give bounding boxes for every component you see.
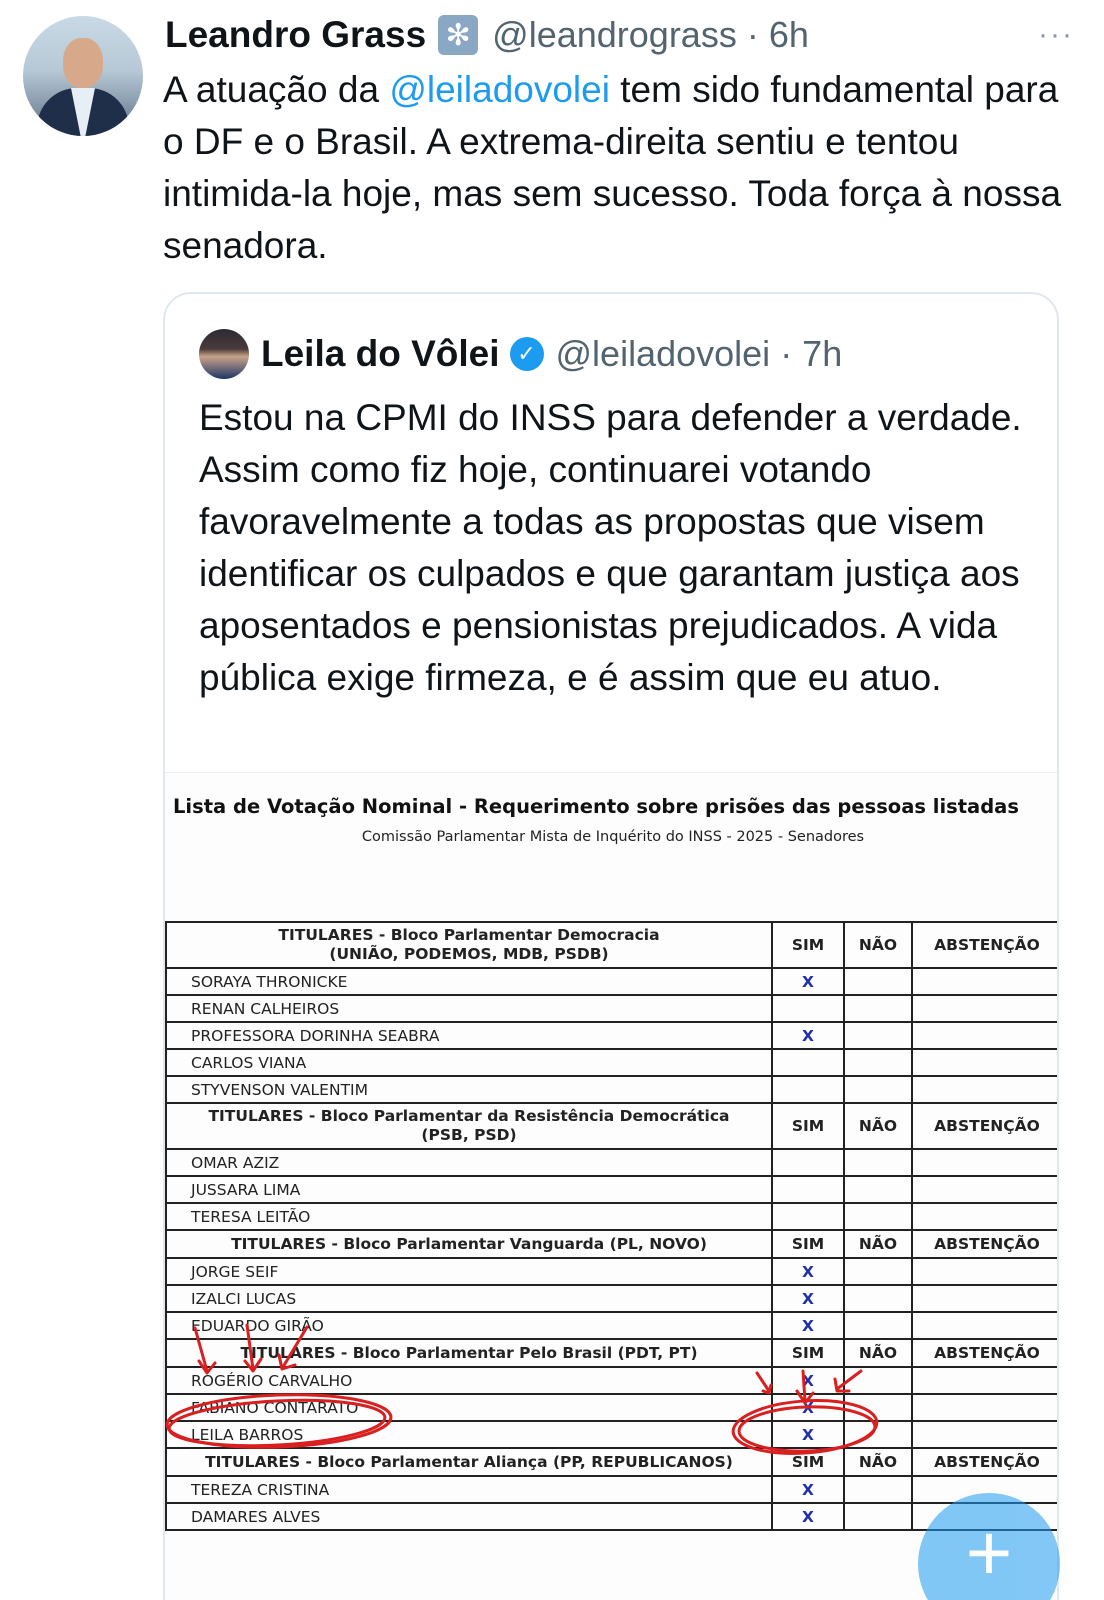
bloc-title-line1: TITULARES - Bloco Parlamentar Vanguarda (PL, NOVO): [231, 1234, 707, 1253]
verified-check-icon: ✓: [510, 337, 544, 371]
sim-vote-cell: [772, 1285, 844, 1312]
bloc-title-line2: (UNIÃO, PODEMOS, MDB, PSDB): [329, 945, 609, 963]
bloc-title-line1: TITULARES - Bloco Parlamentar da Resistência Democrática: [208, 1107, 730, 1125]
column-nao-header: NÃO: [844, 1339, 912, 1367]
sim-vote-cell: [772, 1049, 844, 1076]
bloc-title-line2: (PSB, PSD): [421, 1126, 517, 1144]
column-sim-header: SIM: [772, 1230, 844, 1258]
quoted-handle-text[interactable]: @leiladovolei: [555, 333, 771, 374]
bloc-title: [166, 1103, 772, 1149]
bloc-title: [166, 1230, 772, 1258]
nao-vote-cell: [844, 1258, 912, 1285]
abstencao-vote-cell: [912, 1176, 1059, 1203]
senator-name: PROFESSORA DORINHA SEABRA: [166, 1022, 772, 1049]
vote-table-body: [166, 922, 1059, 1530]
tweet-text-before: A atuação da: [163, 69, 390, 110]
bloc-title-line1: TITULARES - Bloco Parlamentar Aliança (PP, REPUBLICANOS): [205, 1452, 733, 1471]
senator-name: ROGÉRIO CARVALHO: [166, 1367, 772, 1394]
mention-link[interactable]: @leiladovolei: [389, 69, 610, 110]
column-abstencao-header: ABSTENÇÃO: [912, 922, 1059, 968]
column-sim-header: SIM: [772, 922, 844, 968]
vote-list-image[interactable]: [165, 772, 1059, 1600]
nao-vote-cell: [844, 1285, 912, 1312]
senator-name: RENAN CALHEIROS: [166, 995, 772, 1022]
table-row: [166, 1421, 1059, 1448]
bloc-header-row: [166, 922, 1059, 968]
sim-vote-cell: [772, 1312, 844, 1339]
table-row: [166, 1258, 1059, 1285]
bloc-title: [166, 1339, 772, 1367]
sim-vote-mark: X: [802, 1371, 814, 1390]
senator-name: CARLOS VIANA: [166, 1049, 772, 1076]
senator-name: LEILA BARROS: [166, 1421, 772, 1448]
sim-vote-cell: [772, 1421, 844, 1448]
nao-vote-cell: [844, 1367, 912, 1394]
senator-name: OMAR AZIZ: [166, 1149, 772, 1176]
table-row: [166, 1312, 1059, 1339]
column-nao-header: NÃO: [844, 922, 912, 968]
tweet-text-after: tem sido fundamental para o DF e o Brasil. A extrema-direita sentiu e tentou intimida-la hoje, mas sem sucesso. Toda força à nossa senadora.: [163, 69, 1062, 266]
author-avatar[interactable]: [23, 16, 143, 136]
table-row: [166, 1076, 1059, 1103]
column-sim-header: SIM: [772, 1448, 844, 1476]
nao-vote-cell: [844, 1203, 912, 1230]
sim-vote-mark: X: [802, 1262, 814, 1281]
table-row: [166, 1367, 1059, 1394]
sim-vote-mark: X: [802, 1507, 814, 1526]
abstencao-vote-cell: [912, 1312, 1059, 1339]
abstencao-vote-cell: [912, 1285, 1059, 1312]
column-abstencao-header: ABSTENÇÃO: [912, 1103, 1059, 1149]
sim-vote-mark: X: [802, 1289, 814, 1308]
sim-vote-mark: X: [802, 1026, 814, 1045]
sim-vote-cell: [772, 1149, 844, 1176]
bloc-header-row: [166, 1339, 1059, 1367]
column-nao-header: NÃO: [844, 1448, 912, 1476]
sim-vote-cell: [772, 1258, 844, 1285]
senator-name: JUSSARA LIMA: [166, 1176, 772, 1203]
table-row: [166, 1022, 1059, 1049]
nao-vote-cell: [844, 1076, 912, 1103]
senator-name: IZALCI LUCAS: [166, 1285, 772, 1312]
bloc-title-line1: TITULARES - Bloco Parlamentar Pelo Brasil (PDT, PT): [240, 1343, 698, 1362]
column-abstencao-header: ABSTENÇÃO: [912, 1448, 1059, 1476]
senator-name: EDUARDO GIRÃO: [166, 1312, 772, 1339]
nao-vote-cell: [844, 1312, 912, 1339]
abstencao-vote-cell: [912, 1367, 1059, 1394]
abstencao-vote-cell: [912, 1049, 1059, 1076]
nao-vote-cell: [844, 1476, 912, 1503]
sim-vote-cell: [772, 1176, 844, 1203]
sim-vote-cell: [772, 1367, 844, 1394]
quoted-tweet-card[interactable]: [163, 292, 1059, 1600]
avatar-face: [63, 38, 103, 88]
tweet-time[interactable]: · 6h: [746, 14, 809, 55]
bloc-header-row: [166, 1230, 1059, 1258]
column-abstencao-header: ABSTENÇÃO: [912, 1339, 1059, 1367]
sim-vote-mark: X: [802, 1425, 814, 1444]
abstencao-vote-cell: [912, 1076, 1059, 1103]
column-nao-header: NÃO: [844, 1103, 912, 1149]
table-row: [166, 1149, 1059, 1176]
abstencao-vote-cell: [912, 968, 1059, 995]
abstencao-vote-cell: [912, 1022, 1059, 1049]
sim-vote-cell: [772, 1022, 844, 1049]
senator-name: TERESA LEITÃO: [166, 1203, 772, 1230]
table-row: [166, 1203, 1059, 1230]
nao-vote-cell: [844, 1049, 912, 1076]
bloc-title: [166, 922, 772, 968]
senator-name: DAMARES ALVES: [166, 1503, 772, 1530]
table-row: [166, 1176, 1059, 1203]
abstencao-vote-cell: [912, 1394, 1059, 1421]
author-name[interactable]: Leandro Grass: [165, 14, 427, 55]
abstencao-vote-cell: [912, 1421, 1059, 1448]
abstencao-vote-cell: [912, 1203, 1059, 1230]
senator-name: FABIANO CONTARATO: [166, 1394, 772, 1421]
nao-vote-cell: [844, 995, 912, 1022]
quoted-tweet-time[interactable]: · 7h: [780, 333, 843, 374]
table-row: [166, 968, 1059, 995]
table-row: [166, 1394, 1059, 1421]
nao-vote-cell: [844, 1394, 912, 1421]
nao-vote-cell: [844, 1503, 912, 1530]
sim-vote-cell: [772, 995, 844, 1022]
snowflake-icon: ✻: [438, 15, 478, 55]
sim-vote-cell: [772, 968, 844, 995]
table-row: [166, 1503, 1059, 1530]
table-row: [166, 1285, 1059, 1312]
senator-name: JORGE SEIF: [166, 1258, 772, 1285]
vote-list-subtitle: Comissão Parlamentar Mista de Inquérito do INSS - 2025 - Senadores: [361, 829, 865, 845]
nao-vote-cell: [844, 1022, 912, 1049]
sim-vote-cell: [772, 1394, 844, 1421]
sim-vote-mark: X: [802, 1316, 814, 1335]
nao-vote-cell: [844, 1176, 912, 1203]
bloc-header-row: [166, 1448, 1059, 1476]
sim-vote-mark: X: [802, 1480, 814, 1499]
sim-vote-mark: X: [802, 972, 814, 991]
table-row: [166, 1476, 1059, 1503]
tweet-text: [163, 64, 1073, 272]
sim-vote-cell: [772, 1503, 844, 1530]
sim-vote-cell: [772, 1203, 844, 1230]
column-sim-header: SIM: [772, 1103, 844, 1149]
table-row: [166, 1049, 1059, 1076]
bloc-header-row: [166, 1103, 1059, 1149]
vote-table: [165, 921, 1059, 1531]
nao-vote-cell: [844, 1421, 912, 1448]
tweet-header: [165, 10, 809, 60]
author-handle[interactable]: [492, 14, 809, 56]
bloc-title: [166, 1448, 772, 1476]
abstencao-vote-cell: [912, 1149, 1059, 1176]
sim-vote-cell: [772, 1076, 844, 1103]
senator-name: SORAYA THRONICKE: [166, 968, 772, 995]
table-row: [166, 995, 1059, 1022]
nao-vote-cell: [844, 968, 912, 995]
quoted-author-handle[interactable]: [556, 333, 843, 375]
more-options-icon[interactable]: ···: [1038, 18, 1074, 51]
author-handle-text[interactable]: @leandrograss: [492, 14, 737, 55]
senator-name: STYVENSON VALENTIM: [166, 1076, 772, 1103]
column-nao-header: NÃO: [844, 1230, 912, 1258]
bloc-title-line1: TITULARES - Bloco Parlamentar Democracia: [278, 926, 660, 944]
column-abstencao-header: ABSTENÇÃO: [912, 1230, 1059, 1258]
abstencao-vote-cell: [912, 1258, 1059, 1285]
abstencao-vote-cell: [912, 995, 1059, 1022]
column-sim-header: SIM: [772, 1339, 844, 1367]
quoted-author-name[interactable]: Leila do Vôlei: [261, 333, 500, 374]
sim-vote-cell: [772, 1476, 844, 1503]
compose-button[interactable]: +: [918, 1493, 1060, 1600]
quoted-author-avatar[interactable]: [199, 329, 249, 379]
sim-vote-mark: X: [802, 1398, 814, 1417]
nao-vote-cell: [844, 1149, 912, 1176]
quoted-tweet-header: [199, 326, 842, 382]
quoted-tweet-text: Estou na CPMI do INSS para defender a verdade. Assim como fiz hoje, continuarei votando favoravelmente a todas as propostas que visem identificar os culpados e que garantam justiça aos aposentados e pensionistas prejudicados. A vida pública exige firmeza, e é assim que eu atuo.: [199, 397, 1022, 698]
vote-list-title: Lista de Votação Nominal - Requerimento sobre prisões das pessoas listadas: [173, 795, 1019, 818]
senator-name: TEREZA CRISTINA: [166, 1476, 772, 1503]
